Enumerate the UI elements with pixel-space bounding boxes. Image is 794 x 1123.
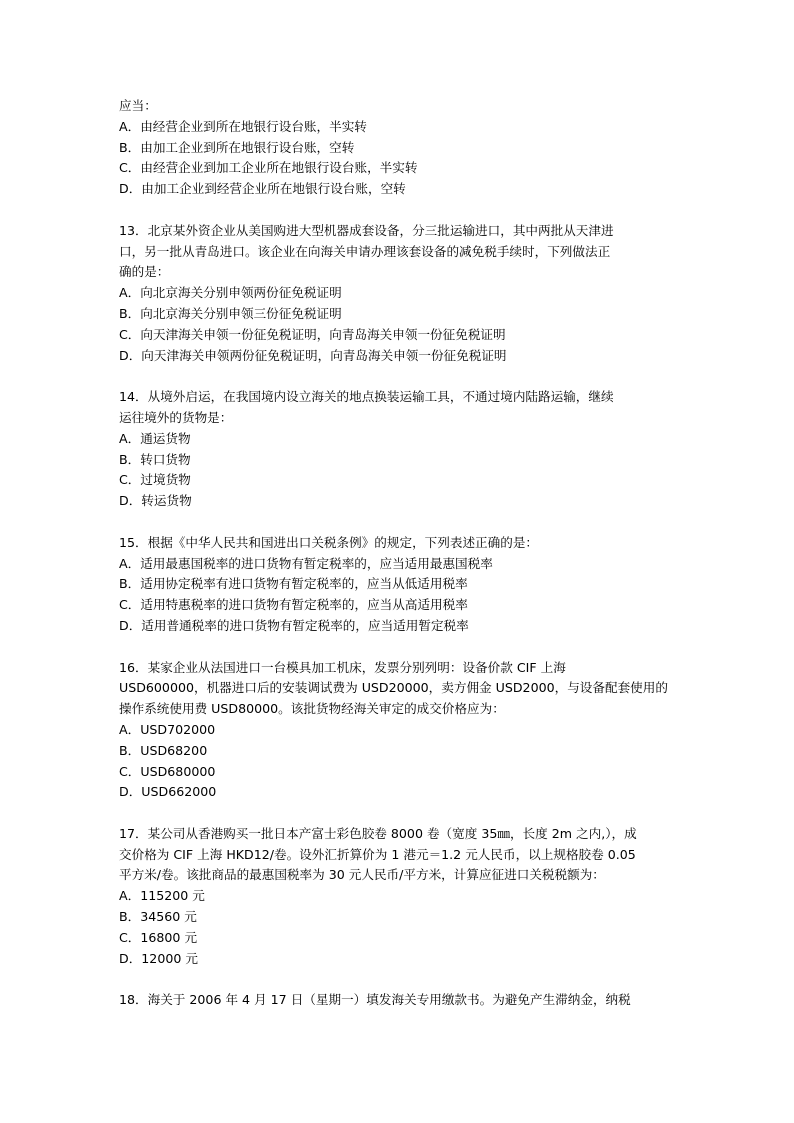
option-text: B．适用协定税率有进口货物有暂定税率的，应当从低适用税率 — [119, 576, 468, 592]
question-stem — [119, 387, 679, 429]
question-13 — [119, 221, 679, 367]
stem-line: 17．某公司从香港购买一批日本产富士彩色胶卷 8000 卷（宽度 35㎜，长度 2m 之内,），成 — [119, 825, 637, 841]
option-d — [119, 179, 679, 200]
option-text: C．适用特惠税率的进口货物有暂定税率的，应当从高适用税率 — [119, 597, 468, 613]
option-d — [119, 346, 679, 367]
option-text: B．由加工企业到所在地银行设台账，空转 — [119, 139, 355, 155]
option-text: A．由经营企业到所在地银行设台账，半实转 — [119, 118, 367, 134]
option-text: D．适用普通税率的进口货物有暂定税率的，应当适用暂定税率 — [119, 617, 469, 633]
stem-line: 应当： — [119, 98, 157, 113]
option-text: B．34560 元 — [119, 909, 197, 925]
option-text: C．由经营企业到加工企业所在地银行设台账，半实转 — [119, 160, 418, 176]
document-body — [119, 96, 679, 1032]
option-text: C．向天津海关申领一份征免税证明，向青岛海关申领一份征免税证明 — [119, 326, 506, 342]
option-b — [119, 138, 679, 159]
option-c — [119, 325, 679, 346]
stem-line: 13．北京某外资企业从美国购进大型机器成套设备，分三批运输进口，其中两批从天津进 — [119, 222, 614, 238]
question-12-continuation — [119, 96, 679, 200]
stem-line: 口，另一批从青岛进口。该企业在向海关申请办理该套设备的减免税手续时，下列做法正 — [119, 243, 611, 259]
option-text: D．转运货物 — [119, 493, 192, 509]
stem-line: 18．海关于 2006 年 4 月 17 日（星期一）填发海关专用缴款书。为避免产生滞纳金，纳税 — [119, 992, 631, 1008]
option-text: C．过境货物 — [119, 472, 191, 488]
option-a — [119, 554, 679, 575]
option-text: B．转口货物 — [119, 451, 191, 467]
option-text: B．USD68200 — [119, 742, 208, 758]
option-text: D．向天津海关申领两份征免税证明，向青岛海关申领一份征免税证明 — [119, 347, 507, 363]
option-text: A．USD702000 — [119, 721, 216, 737]
stem-line: 15．根据《中华人民共和国进出口关税条例》的规定，下列表述正确的是： — [119, 534, 539, 550]
option-text: D．USD662000 — [119, 784, 217, 800]
question-16 — [119, 658, 679, 804]
option-d — [119, 491, 679, 512]
option-c — [119, 158, 679, 179]
option-a — [119, 720, 679, 741]
option-a — [119, 117, 679, 138]
option-text: D．由加工企业到经营企业所在地银行设台账，空转 — [119, 181, 406, 197]
question-stem — [119, 824, 679, 886]
option-text: A．通运货物 — [119, 430, 191, 446]
option-b — [119, 907, 679, 928]
stem-line: USD600000，机器进口后的安装调试费为 USD20000，卖方佣金 USD2000，与设备配套使用的 — [119, 680, 668, 696]
option-a — [119, 283, 679, 304]
question-stem — [119, 96, 679, 117]
option-text: D．12000 元 — [119, 950, 198, 966]
option-b — [119, 450, 679, 471]
stem-line: 14．从境外启运，在我国境内设立海关的地点换装运输工具，不通过境内陆路运输，继续 — [119, 389, 614, 405]
option-b — [119, 304, 679, 325]
stem-line: 平方米/卷。该批商品的最惠国税率为 30 元人民币/平方米，计算应征进口关税税额为： — [119, 867, 605, 883]
option-d — [119, 616, 679, 637]
option-a — [119, 429, 679, 450]
question-stem — [119, 221, 679, 283]
option-text: C．16800 元 — [119, 929, 198, 945]
option-c — [119, 595, 679, 616]
stem-line: 16．某家企业从法国进口一台模具加工机床，发票分别列明：设备价款 CIF 上海 — [119, 659, 566, 675]
option-b — [119, 741, 679, 762]
stem-line: 操作系统使用费 USD80000。该批货物经海关审定的成交价格应为： — [119, 701, 505, 717]
option-text: A．向北京海关分别申领两份征免税证明 — [119, 285, 342, 301]
option-text: A．115200 元 — [119, 888, 205, 904]
stem-line: 确的是： — [119, 264, 170, 280]
option-b — [119, 574, 679, 595]
option-d — [119, 949, 679, 970]
option-a — [119, 886, 679, 907]
option-c — [119, 928, 679, 949]
option-text: A．适用最惠国税率的进口货物有暂定税率的，应当适用最惠国税率 — [119, 555, 493, 571]
option-text: B．向北京海关分别申领三份征免税证明 — [119, 305, 342, 321]
question-stem — [119, 533, 679, 554]
question-15 — [119, 533, 679, 637]
stem-line: 交价格为 CIF 上海 HKD12/卷。设外汇折算价为 1 港元＝1.2 元人民币，以上规格胶卷 0.05 — [119, 846, 636, 862]
question-14 — [119, 387, 679, 512]
question-17 — [119, 824, 679, 970]
question-stem — [119, 658, 679, 720]
option-c — [119, 470, 679, 491]
option-text: C．USD680000 — [119, 763, 216, 779]
question-18 — [119, 990, 679, 1011]
stem-line: 运往境外的货物是： — [119, 409, 233, 425]
option-d — [119, 782, 679, 803]
option-c — [119, 762, 679, 783]
question-stem — [119, 990, 679, 1011]
